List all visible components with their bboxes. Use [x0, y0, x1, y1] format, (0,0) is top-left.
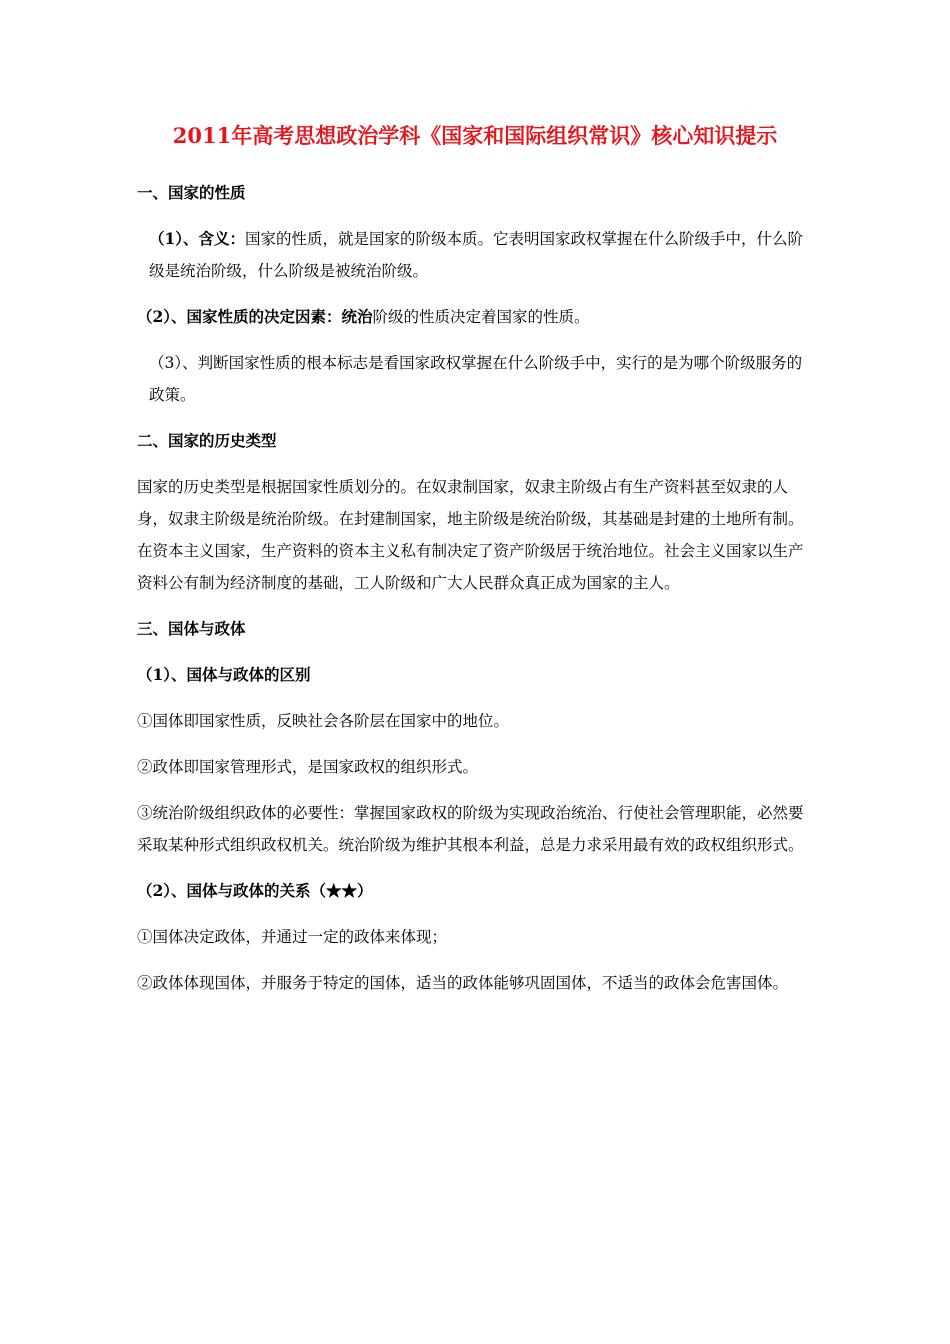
paragraph-label: （1）、含义： — [149, 229, 246, 248]
paragraph-determinant — [137, 301, 813, 333]
paragraph-text: 阶级的性质决定着国家的性质。 — [372, 308, 590, 326]
paragraph-text: 国家的性质，就是国家的阶级本质。它表明国家政权掌握在什么阶级手中，什么阶级是统治阶级，什么阶级是被统治阶级。 — [149, 230, 804, 280]
paragraph-definition — [137, 223, 813, 287]
list-item: ②政体即国家管理形式，是国家政权的组织形式。 — [137, 758, 479, 776]
section-heading-1: 一、国家的性质 — [137, 183, 246, 202]
list-item: ①国体即国家性质，反映社会各阶层在国家中的地位。 — [137, 712, 510, 730]
document-body — [137, 177, 813, 1013]
paragraph-label: （2）、国家性质的决定因素：统治 — [137, 307, 373, 326]
paragraph-history: 国家的历史类型是根据国家性质划分的。在奴隶制国家，奴隶主阶级占有生产资料甚至奴隶的人身，奴隶主阶级是统治阶级。在封建制国家，地主阶级是统治阶级，其基础是封建的土地所有制。在资本主义国家，生产资料的资本主义私有制决定了资产阶级居于统治地位。社会主义国家以生产资料公有制为经济制度的基础，工人阶级和广大人民群众真正成为国家的主人。 — [137, 478, 804, 592]
section-heading-3: 三、国体与政体 — [137, 619, 246, 638]
list-item: ③统治阶级组织政体的必要性：掌握国家政权的阶级为实现政治统治、行使社会管理职能，必然要采取某种形式组织政权机关。统治阶级为维护其根本利益，总是力求采用最有效的政权组织形式。 — [137, 804, 804, 854]
subheading-relation: （2）、国体与政体的关系（★★） — [137, 881, 373, 900]
list-item: ②政体体现国体，并服务于特定的国体，适当的政体能够巩固国体，不适当的政体会危害国体。 — [137, 974, 789, 992]
document-title: 2011年高考思想政治学科《国家和国际组织常识》核心知识提示 — [172, 123, 778, 148]
list-item: ①国体决定政体，并通过一定的政体来体现； — [137, 928, 448, 946]
paragraph-criterion: （3）、判断国家性质的根本标志是看国家政权掌握在什么阶级手中，实行的是为哪个阶级服务的政策。 — [149, 354, 803, 404]
section-heading-2: 二、国家的历史类型 — [137, 431, 277, 450]
subheading-difference: （1）、国体与政体的区别 — [137, 665, 311, 684]
